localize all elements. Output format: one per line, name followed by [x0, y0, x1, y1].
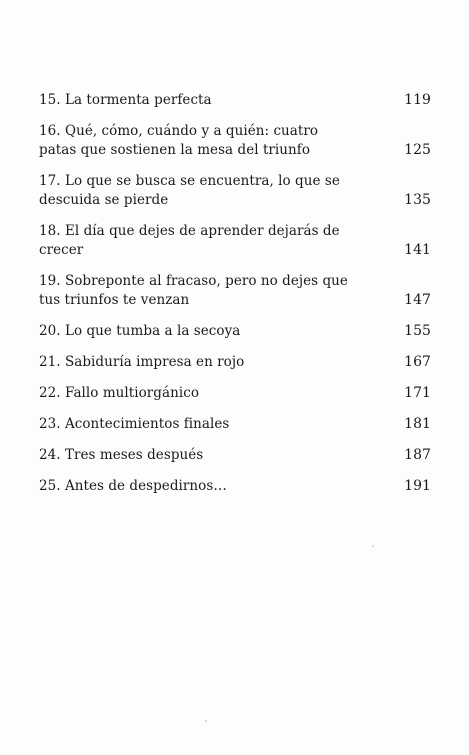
toc-entry-title: 20. Lo que tumba a la secoya [39, 323, 241, 339]
toc-entry-title: 25. Antes de despedirnos… [39, 478, 227, 494]
toc-entry-title: 21. Sabiduría impresa en rojo [39, 354, 245, 370]
paper-speck [372, 545, 374, 547]
toc-entry-page: 141 [404, 242, 431, 258]
table-of-contents [39, 91, 431, 496]
toc-entry-page: 181 [404, 416, 431, 432]
toc-entry-page: 187 [404, 447, 431, 463]
toc-entry-title: 22. Fallo multiorgánico [39, 385, 199, 401]
toc-entry-page: 171 [404, 385, 431, 401]
toc-entry-24 [39, 446, 431, 465]
toc-entry-22 [39, 384, 431, 403]
toc-entry-23 [39, 415, 431, 434]
toc-entry-21 [39, 353, 431, 372]
toc-entry-25 [39, 477, 431, 496]
toc-entry-page: 155 [404, 323, 431, 339]
toc-entry-title: 15. La tormenta perfecta [39, 92, 212, 108]
toc-entry-18 [39, 222, 431, 260]
toc-entry-title: 24. Tres meses después [39, 447, 204, 463]
toc-entry-19 [39, 272, 431, 310]
toc-entry-page: 167 [404, 354, 431, 370]
toc-entry-page: 147 [404, 292, 431, 308]
toc-entry-20 [39, 322, 431, 341]
toc-entry-title: 19. Sobreponte al fracaso, pero no dejes que tus triunfos te venzan [39, 273, 348, 308]
paper-speck [205, 720, 207, 722]
toc-entry-title: 23. Acontecimientos finales [39, 416, 230, 432]
toc-entry-title: 18. El día que dejes de aprender dejarás de crecer [39, 223, 340, 258]
toc-entry-page: 119 [404, 92, 431, 108]
toc-entry-title: 16. Qué, cómo, cuándo y a quién: cuatro patas que sostienen la mesa del triunfo [39, 123, 319, 158]
toc-entry-page: 125 [404, 142, 431, 158]
toc-entry-17 [39, 172, 431, 210]
toc-entry-16 [39, 122, 431, 160]
toc-entry-15 [39, 91, 431, 110]
toc-entry-page: 191 [404, 478, 431, 494]
toc-entry-page: 135 [404, 192, 431, 208]
toc-entry-title: 17. Lo que se busca se encuentra, lo que se descuida se pierde [39, 173, 340, 208]
